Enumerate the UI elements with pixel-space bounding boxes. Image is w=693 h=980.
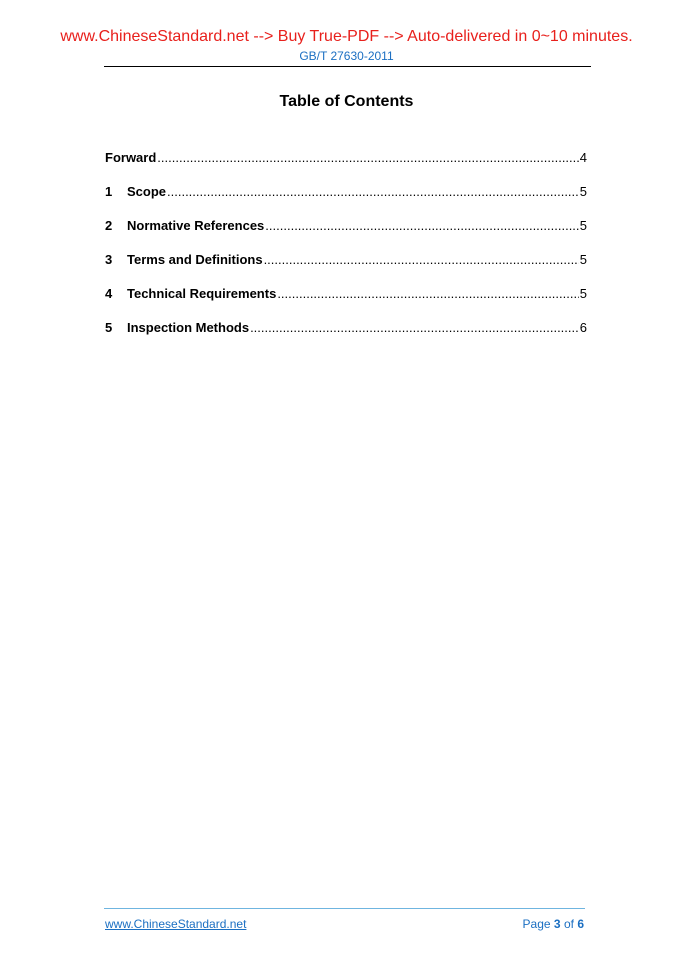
toc-entry-title: Normative References	[127, 218, 265, 233]
toc-entry-title: Scope	[127, 184, 167, 199]
purchase-banner[interactable]: www.ChineseStandard.net --> Buy True-PDF --> Auto-delivered in 0~10 minutes.	[60, 28, 633, 45]
toc-entry-inspection-methods[interactable]	[105, 320, 587, 354]
toc-entry-terms-and-definitions[interactable]	[105, 252, 587, 286]
toc-entry-page: 5	[579, 184, 587, 199]
toc-dot-leader	[157, 150, 578, 165]
toc-entry-normative-references[interactable]	[105, 218, 587, 252]
page-total: 6	[577, 917, 584, 931]
toc-entry-page: 5	[579, 252, 587, 267]
page-prefix: Page	[522, 917, 551, 931]
toc-entry-number: 4	[105, 286, 113, 301]
toc-entry-forward[interactable]	[105, 150, 587, 184]
header-divider	[104, 66, 591, 67]
toc-entry-title: Forward	[105, 150, 157, 165]
toc-entry-title: Inspection Methods	[127, 320, 250, 335]
page-of: of	[563, 917, 574, 931]
toc-entry-number: 5	[105, 320, 113, 335]
standard-code: GB/T 27630-2011	[299, 49, 394, 63]
footer-website-link[interactable]: www.ChineseStandard.net	[105, 917, 247, 931]
toc-entry-page: 5	[579, 218, 587, 233]
toc-dot-leader	[264, 252, 579, 267]
toc-entry-number: 1	[105, 184, 113, 199]
footer-divider	[104, 908, 585, 909]
toc-entry-page: 6	[579, 320, 587, 335]
toc-entry-title: Terms and Definitions	[127, 252, 263, 267]
toc-entry-page: 4	[579, 150, 587, 165]
toc-entry-technical-requirements[interactable]	[105, 286, 587, 320]
page-number	[523, 917, 584, 931]
table-of-contents	[105, 150, 587, 354]
toc-dot-leader	[250, 320, 579, 335]
toc-entry-number: 3	[105, 252, 113, 267]
toc-dot-leader	[167, 184, 579, 199]
page-title: Table of Contents	[279, 93, 414, 110]
toc-entry-page: 5	[579, 286, 587, 301]
page-current: 3	[553, 917, 561, 931]
toc-entry-scope[interactable]	[105, 184, 587, 218]
toc-entry-number: 2	[105, 218, 113, 233]
toc-entry-title: Technical Requirements	[127, 286, 277, 301]
toc-dot-leader	[265, 218, 578, 233]
toc-dot-leader	[277, 286, 578, 301]
